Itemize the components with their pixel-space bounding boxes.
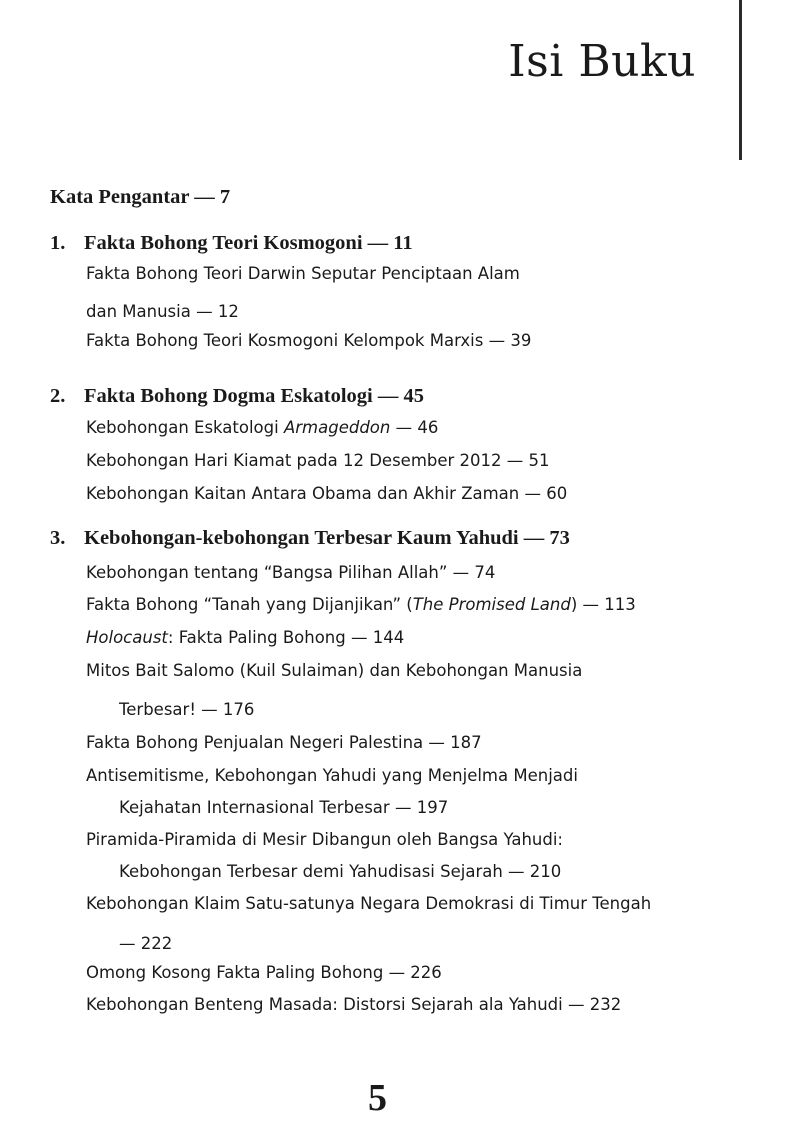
toc-item: Kebohongan Benteng Masada: Distorsi Sejarah ala Yahudi — 232 xyxy=(86,995,622,1014)
toc-item: Antisemitisme, Kebohongan Yahudi yang Menjelma Menjadi xyxy=(86,766,578,785)
toc-item-italic: Holocaust xyxy=(86,628,168,647)
toc-item-text: : Fakta Paling Bohong — 144 xyxy=(167,628,405,647)
page-title: Isi Buku xyxy=(508,36,696,87)
toc-item-continued: — 222 xyxy=(119,934,173,953)
toc-item: Piramida-Piramida di Mesir Dibangun oleh Bangsa Yahudi: xyxy=(86,830,563,849)
toc-preface-label: Kata Pengantar — xyxy=(50,186,215,208)
toc-item: Mitos Bait Salomo (Kuil Sulaiman) dan Kebohongan Manusia xyxy=(86,661,583,680)
page-edge-line xyxy=(739,0,742,160)
chapter-title: Fakta Bohong Teori Kosmogoni — xyxy=(84,232,389,254)
toc-item-italic: Armageddon xyxy=(283,418,391,437)
toc-item: Kebohongan tentang “Bangsa Pilihan Allah” — 74 xyxy=(86,563,496,582)
toc-item-continued: Kebohongan Terbesar demi Yahudisasi Sejarah — 210 xyxy=(119,862,562,881)
toc-item-continued: Kejahatan Internasional Terbesar — 197 xyxy=(119,798,449,817)
page-number: 5 xyxy=(368,1077,387,1119)
toc-item: Fakta Bohong Teori Darwin Seputar Penciptaan Alam xyxy=(86,264,520,283)
toc-item-page: — 46 xyxy=(390,418,439,437)
chapter-number: 3. xyxy=(50,527,66,549)
toc-preface xyxy=(50,186,230,209)
toc-item: Fakta Bohong Teori Kosmogoni Kelompok Marxis — 39 xyxy=(86,331,532,350)
chapter-page: 11 xyxy=(393,232,413,254)
toc-item-continued: Terbesar! — 176 xyxy=(119,700,255,719)
toc-preface-page: 7 xyxy=(219,186,231,208)
chapter-page: 45 xyxy=(403,385,425,407)
toc-item xyxy=(86,628,404,647)
chapter-number: 2. xyxy=(50,385,66,407)
toc-item-page: ) — 113 xyxy=(570,595,636,614)
toc-item: Fakta Bohong Penjualan Negeri Palestina — 187 xyxy=(86,733,482,752)
toc-item-continued: dan Manusia — 12 xyxy=(86,302,239,321)
chapter-title: Fakta Bohong Dogma Eskatologi — xyxy=(84,385,399,407)
chapter-title: Kebohongan-kebohongan Terbesar Kaum Yahudi — xyxy=(84,527,545,549)
toc-item: Omong Kosong Fakta Paling Bohong — 226 xyxy=(86,963,442,982)
toc-item: Kebohongan Hari Kiamat pada 12 Desember 2012 — 51 xyxy=(86,451,550,470)
toc-item-italic: The Promised Land xyxy=(412,595,571,614)
chapter-number: 1. xyxy=(50,232,66,254)
toc-item-text: Fakta Bohong “Tanah yang Dijanjikan” ( xyxy=(86,595,413,614)
toc-item: Kebohongan Kaitan Antara Obama dan Akhir Zaman — 60 xyxy=(86,484,568,503)
toc-chapter-1 xyxy=(50,232,413,255)
toc-item-text: Kebohongan Eskatologi xyxy=(86,418,284,437)
toc-chapter-2 xyxy=(50,385,424,408)
toc-item: Kebohongan Klaim Satu-satunya Negara Demokrasi di Timur Tengah xyxy=(86,894,652,913)
toc-item xyxy=(86,595,636,614)
toc-chapter-3 xyxy=(50,527,570,550)
chapter-page: 73 xyxy=(549,527,570,549)
toc-item xyxy=(86,418,438,437)
